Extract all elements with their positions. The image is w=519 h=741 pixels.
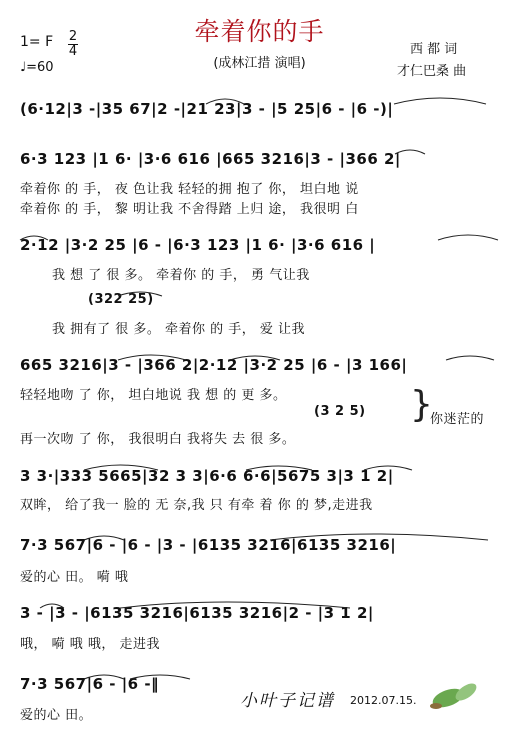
slur [118, 355, 186, 360]
intro-notes: (6·12|3 -|35 67|2 -|21 23|3 - |5 25|6 - |6 -)| [20, 100, 394, 118]
line-2-lyric-verse-2: 我 拥有了 很 多。 牵着你 的 手， 爱 让我 [52, 322, 306, 337]
line-1-lyric-verse-1: 牵着你 的 手， 夜 色让我 轻轻的拥 抱了 你， 坦白地 说 [20, 182, 359, 197]
line-6-notes: 3 - |3 - |6135 3216|6135 3216|2 - |3 1 2| [20, 604, 374, 622]
line-3-lyric-verse-2: 再一次吻 了 你， 我很明白 我将失 去 很 多。 [20, 432, 296, 447]
slur [270, 534, 488, 540]
line-2-notes: 2·12 |3·2 25 |6 - |6·3 123 |1 6· |3·6 616 | [20, 236, 376, 254]
line-7-notes: 7·3 567|6 - |6 -‖ [20, 675, 160, 693]
tempo-mark: ♩=60 [20, 60, 54, 75]
transcription-date: 2012.07.15. [350, 694, 417, 707]
time-signature-bottom: 4 [68, 44, 78, 59]
slur [130, 675, 190, 679]
slur [364, 466, 412, 470]
composer-credit: 才仁巴桑 曲 [397, 64, 467, 79]
verse-bracket: } [410, 384, 433, 425]
line-2-variant-notes: (322 25) [88, 292, 154, 307]
leaf-icon [418, 676, 488, 716]
slur [84, 465, 158, 470]
line-4-lyric: 双眸， 给了我一 脸的 无 奈,我 只 有牵 着 你 的 梦,走进我 [20, 498, 373, 513]
line-3-notes: 665 3216|3 - |366 2|2·12 |3·2 25 |6 - |3 166| [20, 356, 408, 374]
line-6-lyric: 哦， 嗬 哦 哦， 走进我 [20, 637, 161, 652]
slur [230, 356, 280, 360]
slur [446, 356, 494, 360]
slur [395, 150, 425, 154]
slur [394, 98, 486, 104]
singer-credit: (成林江措 演唱) [213, 56, 306, 71]
slur [206, 99, 244, 104]
key-signature: 1= F [20, 34, 54, 50]
slur [20, 236, 48, 240]
line-5-notes: 7·3 567|6 - |6 - |3 - |6135 3216|6135 3216| [20, 536, 397, 554]
line-3-variant-notes: (3 2 5) [314, 404, 366, 419]
slur [40, 604, 64, 608]
time-signature-top: 2 [68, 29, 78, 44]
line-4-notes: 3 3·|333 5665|32 3 3|6·6 6·6|5675 3|3 1 2| [20, 467, 394, 485]
slur [438, 235, 498, 240]
lyricist-credit: 西 都 词 [410, 42, 458, 57]
line-3-lyric-verse-1: 轻轻地吻 了 你， 坦白地说 我 想 的 更 多。 [20, 388, 287, 403]
transcriber-signature: 小叶子记谱 [240, 691, 335, 711]
slur [84, 675, 124, 679]
song-title: 牵着你的手 [194, 17, 325, 46]
slur [246, 466, 312, 470]
slur [120, 602, 350, 608]
line-5-lyric: 爱的心 田。 嗬 哦 [20, 570, 129, 585]
line-3-side-lyric: 你迷茫的 [430, 412, 485, 427]
line-2-lyric-verse-1: 我 想 了 很 多。 牵着你 的 手， 勇 气让我 [52, 268, 310, 283]
slur [84, 536, 124, 540]
slur [118, 292, 162, 296]
line-1-lyric-verse-2: 牵着你 的 手， 黎 明让我 不舍得踏 上归 途， 我很明 白 [20, 202, 359, 217]
line-7-lyric: 爱的心 田。 [20, 708, 93, 723]
line-1-notes: 6·3 123 |1 6· |3·6 616 |665 3216|3 - |366 2| [20, 150, 401, 168]
